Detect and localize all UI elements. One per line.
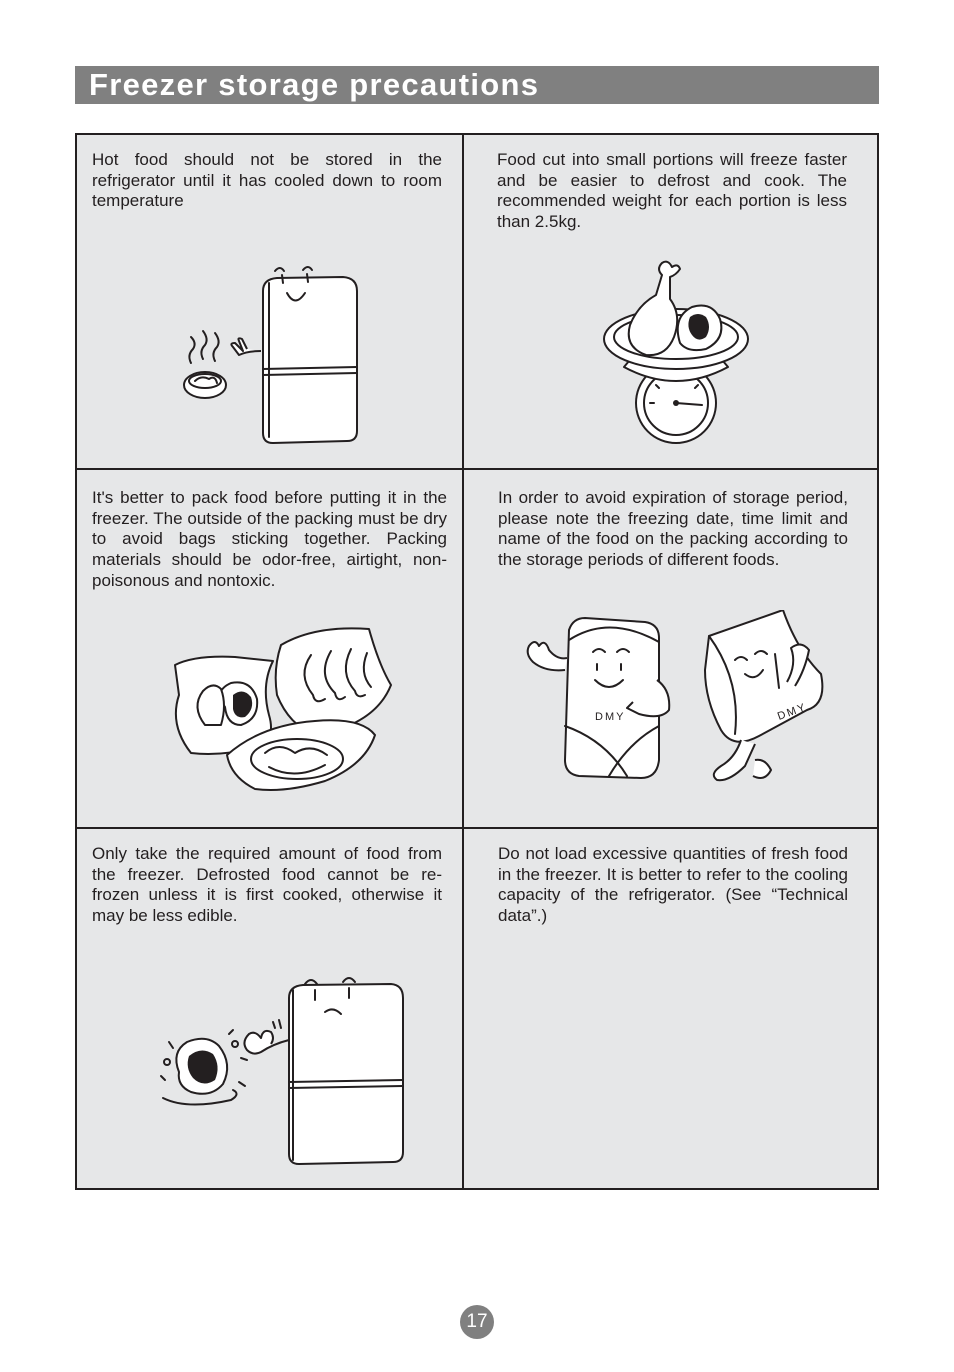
- page-title: Freezer storage precautions: [89, 67, 540, 102]
- precaution-cell-fresh-food-load: [464, 829, 877, 1188]
- fridge-melting-meat-icon: [157, 972, 407, 1172]
- title-bar: [75, 66, 879, 104]
- food-scale-icon: [594, 255, 754, 445]
- precaution-cell-hot-food: [77, 135, 462, 468]
- precaution-text: Hot food should not be stored in the refrigerator until it has cooled down to room temperature: [92, 150, 442, 211]
- packed-food-bags-icon: [165, 625, 400, 805]
- page-number-badge: 17: [460, 1305, 494, 1339]
- precaution-text: Do not load excessive quantities of fresh food in the freezer. It is better to refer to the cooling capacity of the refrigerator. (See “Technical data”.): [498, 844, 848, 926]
- precaution-text: It's better to pack food before putting it in the freezer. The outside of the packing must be dry to avoid bags sticking together. Packing materials should be odor-free, airtight, non-poisonous and nontoxic.: [92, 488, 447, 590]
- precaution-text: Only take the required amount of food from the freezer. Defrosted food cannot be re-frozen unless it is first cooked, otherwise it may be less edible.: [92, 844, 442, 926]
- package-label: DMY: [775, 701, 809, 723]
- fridge-hot-bowl-icon: [177, 263, 367, 448]
- labeled-packages-icon: [509, 610, 839, 795]
- precaution-cell-defrosted-food: [77, 829, 462, 1188]
- precautions-grid: [75, 133, 879, 1190]
- precaution-cell-label-packing: [464, 470, 877, 827]
- package-label: DMY: [595, 711, 626, 723]
- precaution-text: Food cut into small portions will freeze faster and be easier to defrost and cook. The recommended weight for each portion is less than 2.5kg.: [497, 150, 847, 232]
- precaution-cell-small-portions: [464, 135, 877, 468]
- precaution-text: In order to avoid expiration of storage period, please note the freezing date, time limit and name of the food on the packing according to the storage periods of different foods.: [498, 488, 848, 570]
- precaution-cell-pack-food: [77, 470, 462, 827]
